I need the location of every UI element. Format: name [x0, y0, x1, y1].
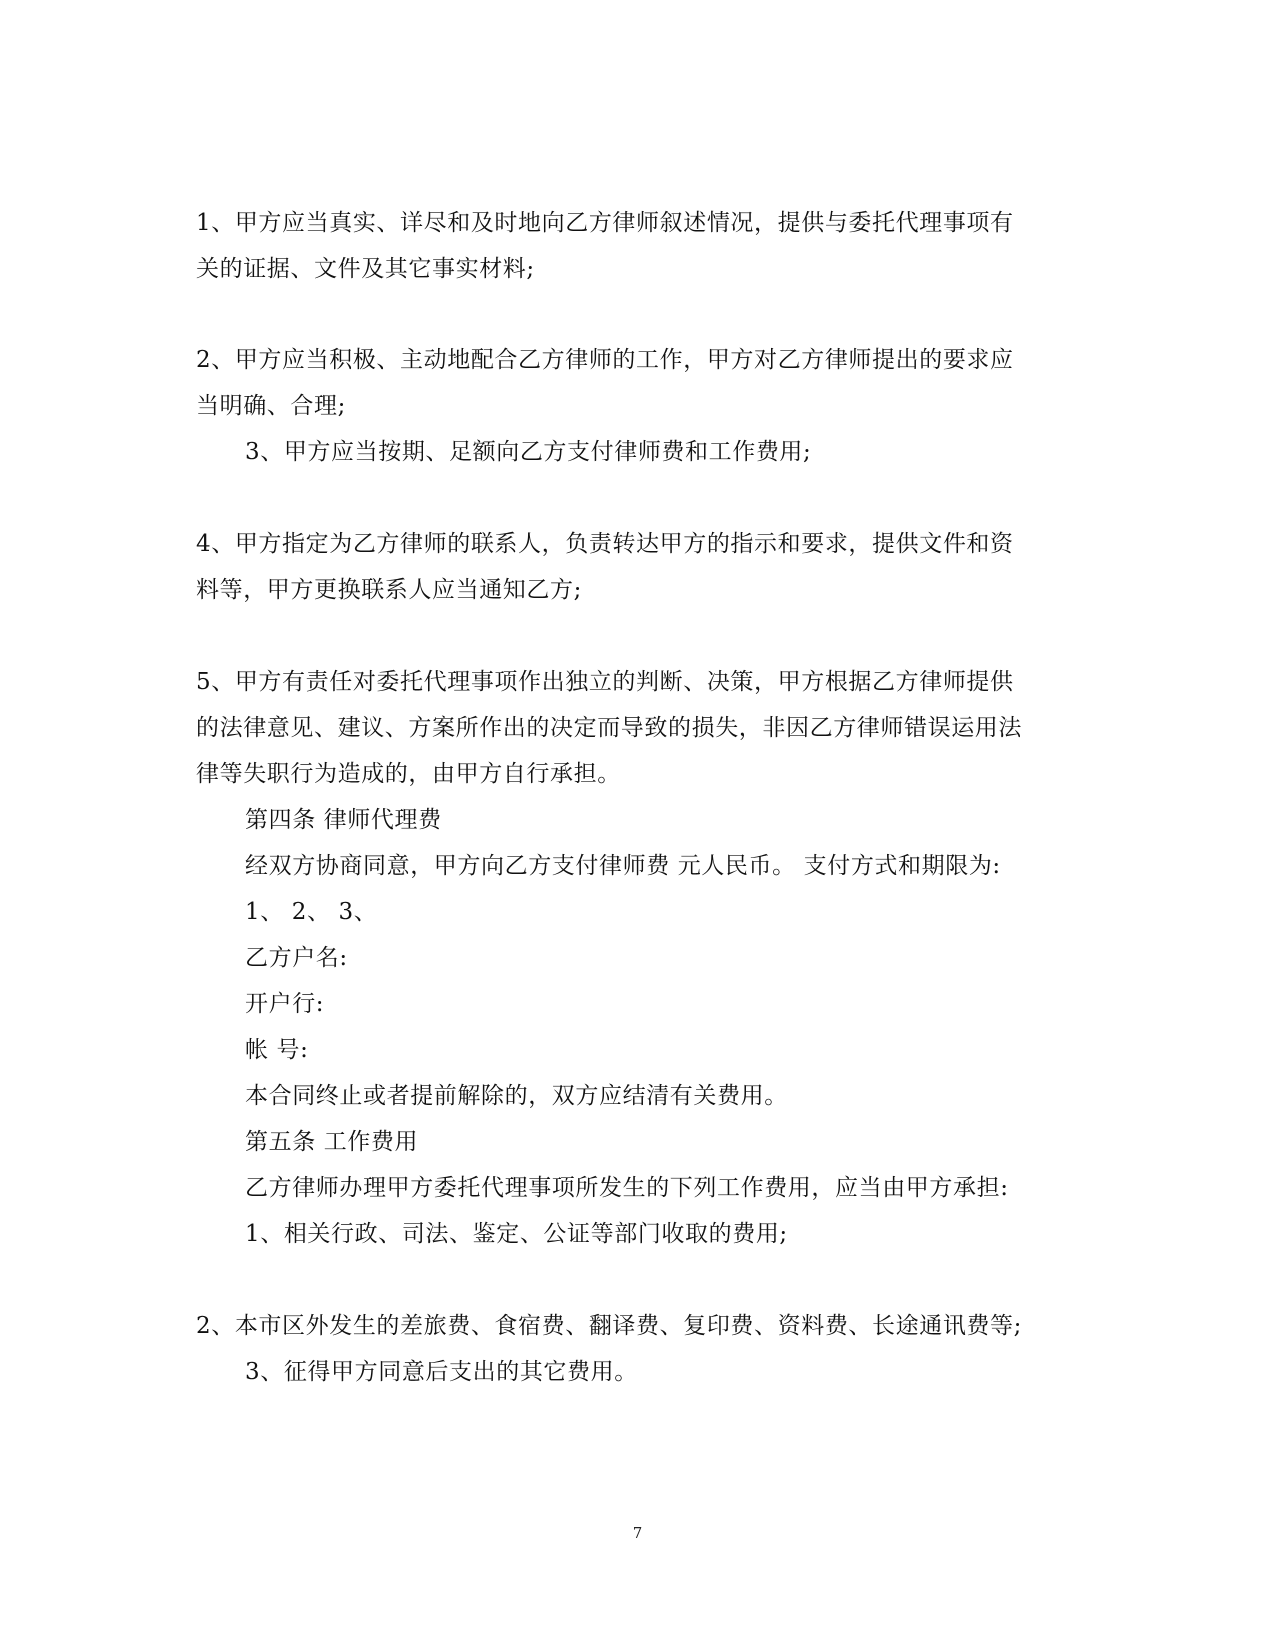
article-5-heading: 第五条 工作费用: [245, 1129, 419, 1155]
article-5-intro: 乙方律师办理甲方委托代理事项所发生的下列工作费用，应当由甲方承担:: [245, 1175, 1009, 1201]
clause-4-line-2: 料等，甲方更换联系人应当通知乙方;: [196, 577, 582, 603]
clause-5-line-3: 律等失职行为造成的，由甲方自行承担。: [196, 761, 621, 787]
work-fee-item-1: 1、相关行政、司法、鉴定、公证等部门收取的费用;: [245, 1221, 788, 1247]
page-number: 7: [632, 1524, 643, 1542]
account-name-label: 乙方户名:: [245, 945, 348, 971]
clause-2-line-1: 2、甲方应当积极、主动地配合乙方律师的工作，甲方对乙方律师提出的要求应: [196, 347, 1014, 373]
bank-label: 开户行:: [245, 991, 325, 1017]
clause-1-line-2: 关的证据、文件及其它事实材料;: [196, 256, 535, 282]
clause-2-line-2: 当明确、合理;: [196, 393, 346, 419]
article-4-fee-line: 经双方协商同意，甲方向乙方支付律师费 元人民币。 支付方式和期限为:: [245, 853, 1001, 879]
clause-1-line-1: 1、甲方应当真实、详尽和及时地向乙方律师叙述情况，提供与委托代理事项有: [196, 210, 1014, 236]
termination-fee-line: 本合同终止或者提前解除的，双方应结清有关费用。: [245, 1083, 788, 1109]
article-4-installments: 1、 2、 3、: [245, 899, 378, 925]
clause-5-line-2: 的法律意见、建议、方案所作出的决定而导致的损失，非因乙方律师错误运用法: [196, 715, 1022, 741]
account-number-label: 帐 号:: [245, 1037, 309, 1063]
work-fee-item-3: 3、征得甲方同意后支出的其它费用。: [245, 1359, 638, 1385]
clause-5-line-1: 5、甲方有责任对委托代理事项作出独立的判断、决策，甲方根据乙方律师提供: [196, 669, 1014, 695]
clause-4-line-1: 4、甲方指定为乙方律师的联系人，负责转达甲方的指示和要求，提供文件和资: [196, 531, 1014, 557]
work-fee-item-2: 2、本市区外发生的差旅费、食宿费、翻译费、复印费、资料费、长途通讯费等;: [196, 1313, 1022, 1339]
clause-3-line: 3、甲方应当按期、足额向乙方支付律师费和工作费用;: [245, 439, 812, 465]
article-4-heading: 第四条 律师代理费: [245, 807, 442, 833]
